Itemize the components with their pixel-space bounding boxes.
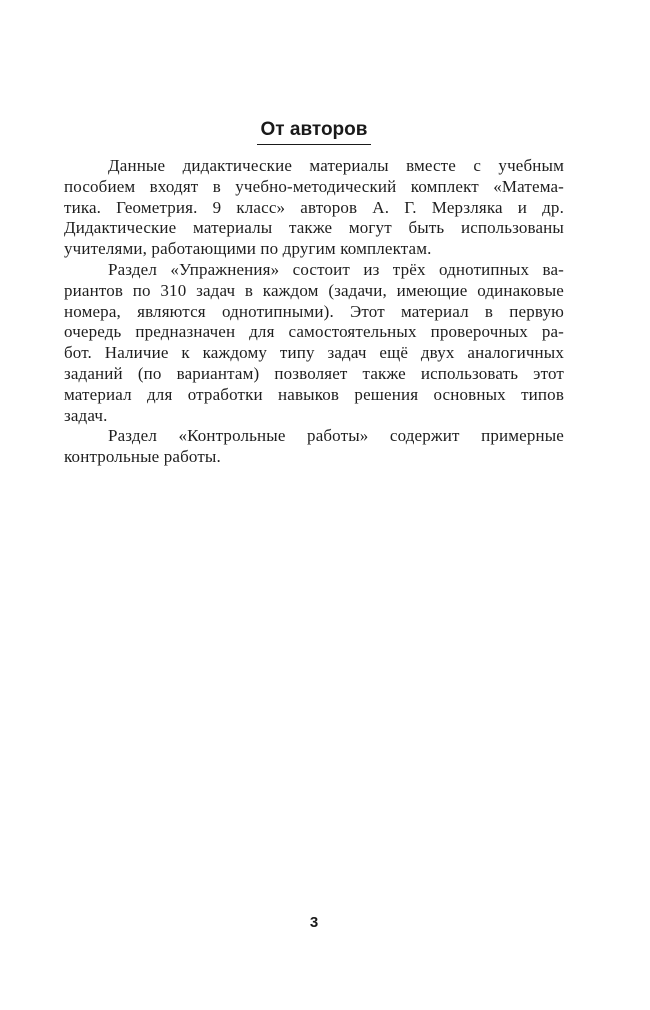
page-heading (64, 119, 564, 145)
text-line: материал для отработки навыков решения основных типов (64, 384, 564, 404)
body-text (64, 156, 564, 468)
text-line: контрольные работы. (64, 447, 221, 467)
text-line: очередь предназначен для самостоятельных проверочных ра- (64, 322, 564, 342)
text-line: Дидактические материалы также могут быть использованы (64, 218, 564, 238)
text-line: заданий (по вариантам) позволяет также использовать этот (64, 363, 564, 383)
text-line: пособием входят в учебно-методический комплект «Матема- (64, 176, 564, 196)
text-line: риантов по 310 задач в каждом (задачи, имеющие одинаковые (64, 280, 564, 300)
text-line: задач. (64, 405, 108, 425)
text-line: бот. Наличие к каждому типу задач ещё двух аналогичных (64, 343, 564, 363)
text-line: учителями, работающими по другим комплектам. (64, 239, 432, 259)
text-line: Раздел «Контрольные работы» содержит примерные (108, 426, 564, 446)
text-line: Данные дидактические материалы вместе с учебным (108, 156, 564, 175)
page-number: 3 (309, 914, 319, 931)
text-line: Раздел «Упражнения» состоит из трёх однотипных ва- (108, 259, 564, 279)
page-heading-text: От авторов (257, 119, 372, 145)
text-line: тика. Геометрия. 9 класс» авторов А. Г. Мерзляка и др. (64, 197, 564, 217)
text-line: номера, являются однотипными). Этот материал в первую (64, 301, 564, 321)
